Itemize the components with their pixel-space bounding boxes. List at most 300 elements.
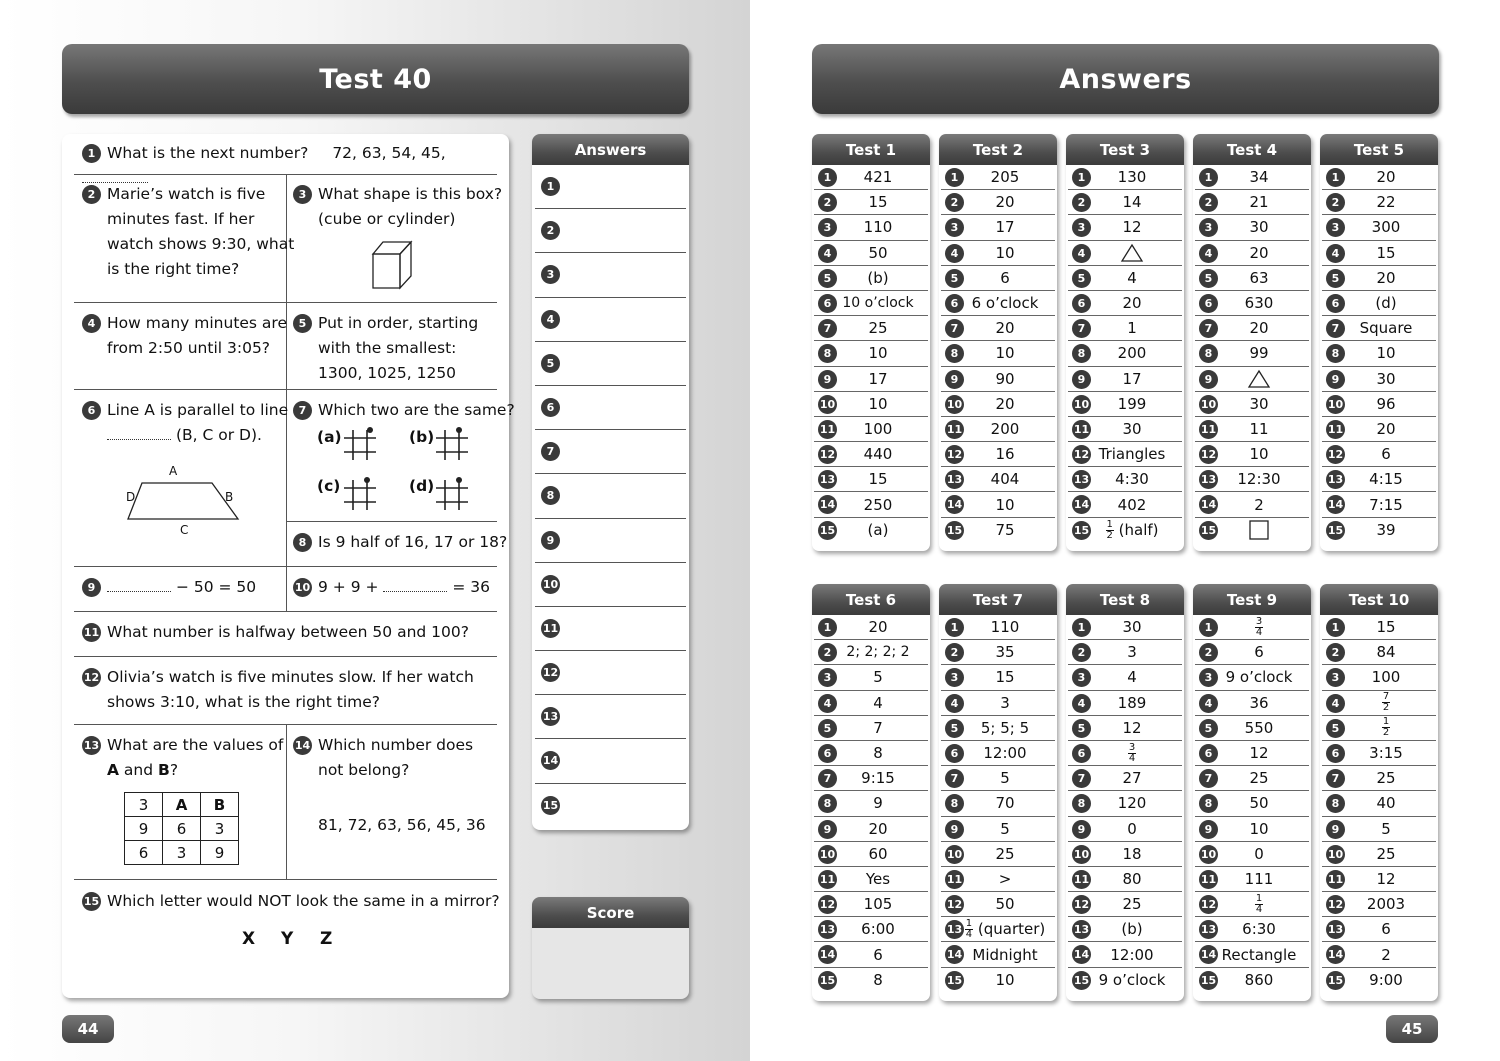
answer-value: 7:15 [1369,495,1403,514]
answer-number: 7 [818,319,837,338]
answer-slot[interactable] [535,342,686,386]
question-6 [82,398,287,448]
answer-row [1322,190,1436,215]
answer-row [1195,392,1309,417]
question-2-line: watch shows 9:30, what [107,235,295,253]
answer-value: 4 [1127,268,1137,287]
question-14-line: not belong? [318,761,410,779]
answer-number: 8 [541,486,560,505]
answer-value: 10 o’clock [842,295,914,312]
question-6-line: (B, C or D). [175,426,262,444]
answer-value: 18 [1122,844,1142,863]
answer-row [1195,341,1309,366]
question-3-line: What shape is this box? [318,185,503,203]
answer-value: 84 [1376,643,1396,662]
answer-row [814,766,928,791]
answer-number: 2 [1326,193,1345,212]
question-number: 8 [293,533,312,552]
answer-row [941,215,1055,240]
answer-number: 3 [1199,218,1218,237]
answer-number: 6 [1326,294,1345,313]
answer-number: 13 [945,920,964,939]
answer-row [814,691,928,716]
answer-row [941,691,1055,716]
answer-number: 1 [1199,168,1218,187]
answer-number: 2 [818,193,837,212]
answer-row [814,867,928,892]
answer-number: 10 [1072,395,1091,414]
answer-number: 5 [541,354,560,373]
answer-value: 12 [1122,218,1142,237]
answer-value: 421 [863,168,893,187]
question-8 [293,530,508,555]
var-b: B [158,761,170,779]
answer-row [814,442,928,467]
answer-row [814,417,928,442]
answer-row [1195,817,1309,842]
answer-number: 7 [945,319,964,338]
answer-number: 3 [1072,668,1091,687]
answer-number: 13 [1199,920,1218,939]
answer-value: 30 [1122,419,1142,438]
answer-row [814,942,928,967]
answer-value: 12 [1376,869,1396,888]
answer-value: 402 [1117,495,1147,514]
grid-shape-c-icon [340,474,380,514]
question-number: 13 [82,736,101,755]
answer-row [1322,316,1436,341]
test-answer-column [1193,134,1311,551]
answer-row [1068,165,1182,190]
answer-value: 22 [1376,193,1396,212]
question-4-line: How many minutes are [107,314,287,332]
answer-slot[interactable] [535,784,686,828]
answer-number: 12 [1072,445,1091,464]
answer-row [941,341,1055,366]
answer-row [1195,766,1309,791]
question-15 [82,889,502,914]
answer-number: 4 [1072,244,1091,263]
answer-row [1068,467,1182,492]
question-15-text: Which letter would NOT look the same in a mirror? [107,892,500,910]
answer-number: 1 [541,177,560,196]
answer-value: 6 [1381,445,1391,464]
answer-slot[interactable] [535,607,686,651]
answer-number: 6 [945,744,964,763]
answer-row [814,266,928,291]
answer-value: 11 [1249,419,1269,438]
answer-slot[interactable] [535,474,686,518]
answer-row [814,467,928,492]
answer-number: 15 [1199,971,1218,990]
question-14-sequence: 81, 72, 63, 56, 45, 36 [318,816,486,834]
answer-blank [107,426,171,440]
answer-number: 2 [818,643,837,662]
answer-value: 6 [873,945,883,964]
answer-row [1322,766,1436,791]
answer-number: 4 [1199,244,1218,263]
option-b-label: (b) [409,428,435,446]
answer-row [814,341,928,366]
answer-value: 110 [863,218,893,237]
answer-value: 10 [995,495,1015,514]
answer-value: 12 [1122,718,1142,737]
answer-value: $\frac{1}{2}$ (half) [1106,518,1159,541]
answer-value: 60 [868,844,888,863]
answer-value: 10 [995,344,1015,363]
answer-value: 0 [1254,844,1264,863]
question-4-line: from 2:50 until 3:05? [107,339,271,357]
answer-number: 8 [1199,344,1218,363]
answer-value: 17 [995,218,1015,237]
answer-row [1195,316,1309,341]
line-label-d: D [126,490,136,504]
answer-row [941,640,1055,665]
answer-row [814,190,928,215]
table-cell: 6 [125,841,163,865]
question-4 [82,311,287,361]
question-panel [62,134,515,998]
answer-row [814,741,928,766]
grid-shape-a-icon [340,424,380,464]
test-answer-column [939,134,1057,551]
answer-number: 14 [945,945,964,964]
answer-number: 5 [945,269,964,288]
question-number: 12 [82,668,101,687]
answer-row [1068,518,1182,543]
answer-value: 205 [990,168,1020,187]
answer-value: 6 [1000,268,1010,287]
question-7-text: Which two are the same? [318,401,515,419]
answer-number: 15 [1326,971,1345,990]
test-header: Test 6 [812,584,930,615]
answer-value: 100 [863,419,893,438]
answer-number: 12 [541,663,560,682]
answer-number: 7 [1199,319,1218,338]
table-cell: 6 [163,817,201,841]
answer-value: 10 [868,344,888,363]
answer-number: 10 [1326,845,1345,864]
answer-number: 5 [945,719,964,738]
answer-row [1068,917,1182,942]
option-c-label: (c) [317,477,341,495]
answer-slot[interactable] [535,298,686,342]
question-number: 5 [293,314,312,333]
question-number: 14 [293,736,312,755]
answer-number: 3 [945,668,964,687]
answer-number: 8 [818,794,837,813]
answer-row [814,518,928,543]
answer-number: 6 [945,294,964,313]
answer-number: 7 [1326,319,1345,338]
answer-value: 39 [1376,521,1396,540]
table-cell: 3 [125,793,163,817]
question-13-line: and [119,761,159,779]
question-number: 6 [82,401,101,420]
page-number-right: 45 [1386,1015,1438,1043]
test-title-banner [62,44,689,114]
answer-number: 6 [1072,744,1091,763]
answer-number: 13 [945,470,964,489]
answer-number: 1 [945,618,964,637]
answer-row [941,892,1055,917]
answer-number: 5 [1326,719,1345,738]
answer-number: 9 [1072,370,1091,389]
answer-value: 15 [995,668,1015,687]
question-3 [293,182,503,232]
answer-row [1068,640,1182,665]
line-label-b: B [225,490,234,504]
answer-number: 3 [541,265,560,284]
question-5 [293,311,503,386]
answer-number: 8 [818,344,837,363]
answer-value: 110 [990,618,1020,637]
answer-number: 10 [541,575,560,594]
answer-value: 75 [995,521,1015,540]
answer-value: 30 [1249,218,1269,237]
answer-value: 12:00 [983,744,1027,763]
answer-number: 11 [1072,420,1091,439]
answer-row [1322,417,1436,442]
question-3-line: (cube or cylinder) [318,210,456,228]
answer-value: 25 [1376,844,1396,863]
answer-value: 20 [1122,294,1142,313]
question-number: 2 [82,185,101,204]
test-answer-column [1066,134,1184,551]
answers-title-banner [812,44,1439,114]
answer-row [1195,615,1309,640]
square-icon [1248,520,1270,540]
fraction: $\frac{1}{4}$ [1255,892,1263,915]
question-11 [82,620,502,645]
answer-number: 11 [1072,870,1091,889]
answer-number: 4 [818,694,837,713]
answer-row [1068,741,1182,766]
answer-row [1322,791,1436,816]
answer-row [1195,241,1309,266]
answer-row [941,266,1055,291]
answer-row [941,942,1055,967]
answer-number: 6 [1199,294,1218,313]
answer-value: (b) [1121,920,1143,939]
answer-number: 11 [1199,870,1218,889]
answer-number: 1 [818,168,837,187]
answer-row [941,467,1055,492]
answer-number: 11 [818,870,837,889]
answer-row [941,615,1055,640]
answer-number: 11 [1326,870,1345,889]
letter-z: Z [320,929,333,949]
answer-row [814,615,928,640]
answer-row [1322,215,1436,240]
answer-value: 0 [1127,819,1137,838]
answer-number: 3 [1326,218,1345,237]
answer-row [814,215,928,240]
answer-value: 90 [995,369,1015,388]
answer-number: 11 [1326,420,1345,439]
var-a: A [107,761,119,779]
answer-slot[interactable] [535,695,686,739]
answer-number: 10 [1326,395,1345,414]
answer-slot[interactable] [535,165,686,209]
answer-row [1068,665,1182,690]
answer-value: 10 [1249,445,1269,464]
answer-row [814,665,928,690]
answer-value: 1 [1127,319,1137,338]
answer-number: 7 [1072,769,1091,788]
answer-row [1068,417,1182,442]
answer-value: 630 [1244,294,1274,313]
trapezium-diagram [122,479,242,529]
answer-value: 35 [995,643,1015,662]
answer-number: 14 [1199,495,1218,514]
question-5-line: with the smallest: [318,339,457,357]
answer-value: 9:00 [1369,971,1403,990]
answer-value: > [998,869,1012,888]
answer-value: (b) [867,268,889,287]
answer-row [814,791,928,816]
answer-row [941,665,1055,690]
answer-value: 15 [868,193,888,212]
answer-number: 13 [1326,470,1345,489]
answer-value: 5 [873,668,883,687]
answer-value: 12 [1249,744,1269,763]
answer-number: 8 [1199,794,1218,813]
answer-number: 9 [945,370,964,389]
answer-value: 30 [1376,369,1396,388]
answer-value: 6:00 [861,920,895,939]
answer-row [1068,942,1182,967]
answer-slot[interactable] [535,651,686,695]
answer-number: 3 [818,668,837,687]
answer-number: 2 [1199,193,1218,212]
answer-number: 3 [1072,218,1091,237]
answer-number: 9 [1072,820,1091,839]
answers-header: Answers [532,134,689,165]
answer-row [1322,640,1436,665]
answer-row [1195,492,1309,517]
answer-value: 25 [995,844,1015,863]
question-2-line: Marie’s watch is five [107,185,266,203]
test-answer-column [1066,584,1184,1001]
answer-number: 10 [945,845,964,864]
answer-row [814,492,928,517]
answer-row [1322,518,1436,543]
answer-row [1068,241,1182,266]
answer-number: 7 [541,442,560,461]
answer-blank [107,578,171,592]
answer-row [814,917,928,942]
answer-number: 13 [1199,470,1218,489]
answer-slot[interactable] [535,209,686,253]
test-header: Test 10 [1320,584,1438,615]
triangle-icon [1247,369,1271,389]
table-row [125,793,239,817]
answer-slot[interactable] [535,519,686,563]
question-number: 4 [82,314,101,333]
test-answer-column [1320,584,1438,1001]
question-number: 11 [82,623,101,642]
answer-value: 36 [1249,693,1269,712]
answer-value: 50 [1249,794,1269,813]
letter-x: X [242,929,256,949]
answer-row [1068,291,1182,316]
answer-slot[interactable] [535,563,686,607]
answer-row [814,640,928,665]
answer-number: 4 [1326,244,1345,263]
answer-row [1322,741,1436,766]
answer-row [941,417,1055,442]
question-1-sequence: 72, 63, 54, 45, [332,144,446,162]
answer-row [1195,917,1309,942]
question-12-line: shows 3:10, what is the right time? [107,693,380,711]
answer-row [1322,867,1436,892]
answer-row [1195,640,1309,665]
option-d-label: (d) [409,477,435,495]
answer-row [941,241,1055,266]
score-box [532,897,689,999]
test-answer-column [939,584,1057,1001]
answer-slot[interactable] [535,386,686,430]
answer-slot[interactable] [535,430,686,474]
answer-number: 2 [1072,643,1091,662]
answer-number: 10 [945,395,964,414]
answer-value: 189 [1117,693,1147,712]
answer-number: 2 [541,221,560,240]
answer-row [1068,867,1182,892]
answer-row [814,291,928,316]
answer-number: 1 [945,168,964,187]
question-12 [82,665,502,715]
answer-number: 12 [1326,895,1345,914]
answer-row [1068,766,1182,791]
answer-number: 4 [945,244,964,263]
answer-value: 10 [1249,819,1269,838]
answer-value: 105 [863,895,893,914]
answer-row [1195,842,1309,867]
answer-number: 8 [1326,794,1345,813]
answer-number: 4 [1326,694,1345,713]
answer-number: 12 [945,895,964,914]
fraction: $\frac{1}{2}$ [1382,716,1390,739]
test-header: Test 7 [939,584,1057,615]
test-header: Test 5 [1320,134,1438,165]
answer-number: 2 [945,193,964,212]
answer-slot[interactable] [535,739,686,783]
answer-number: 8 [1072,794,1091,813]
answer-value: Midnight [972,945,1038,964]
fraction: $\frac{3}{4}$ [1255,615,1263,638]
table-cell: 3 [201,817,239,841]
answer-row [1322,291,1436,316]
answer-value: Rectangle [1221,945,1297,964]
answer-row [1322,917,1436,942]
answer-row [941,917,1055,942]
answer-value: 199 [1117,394,1147,413]
answer-number: 12 [818,445,837,464]
question-number: 1 [82,144,101,163]
answer-value: 5 [1000,819,1010,838]
answer-row [1068,842,1182,867]
answer-value: Yes [865,869,891,888]
answer-slot[interactable] [535,253,686,297]
answer-value: 4 [873,693,883,712]
answer-number: 13 [541,707,560,726]
answer-value: 99 [1249,344,1269,363]
answer-value: 21 [1249,193,1269,212]
answer-row [1195,892,1309,917]
answer-value: 25 [1122,895,1142,914]
